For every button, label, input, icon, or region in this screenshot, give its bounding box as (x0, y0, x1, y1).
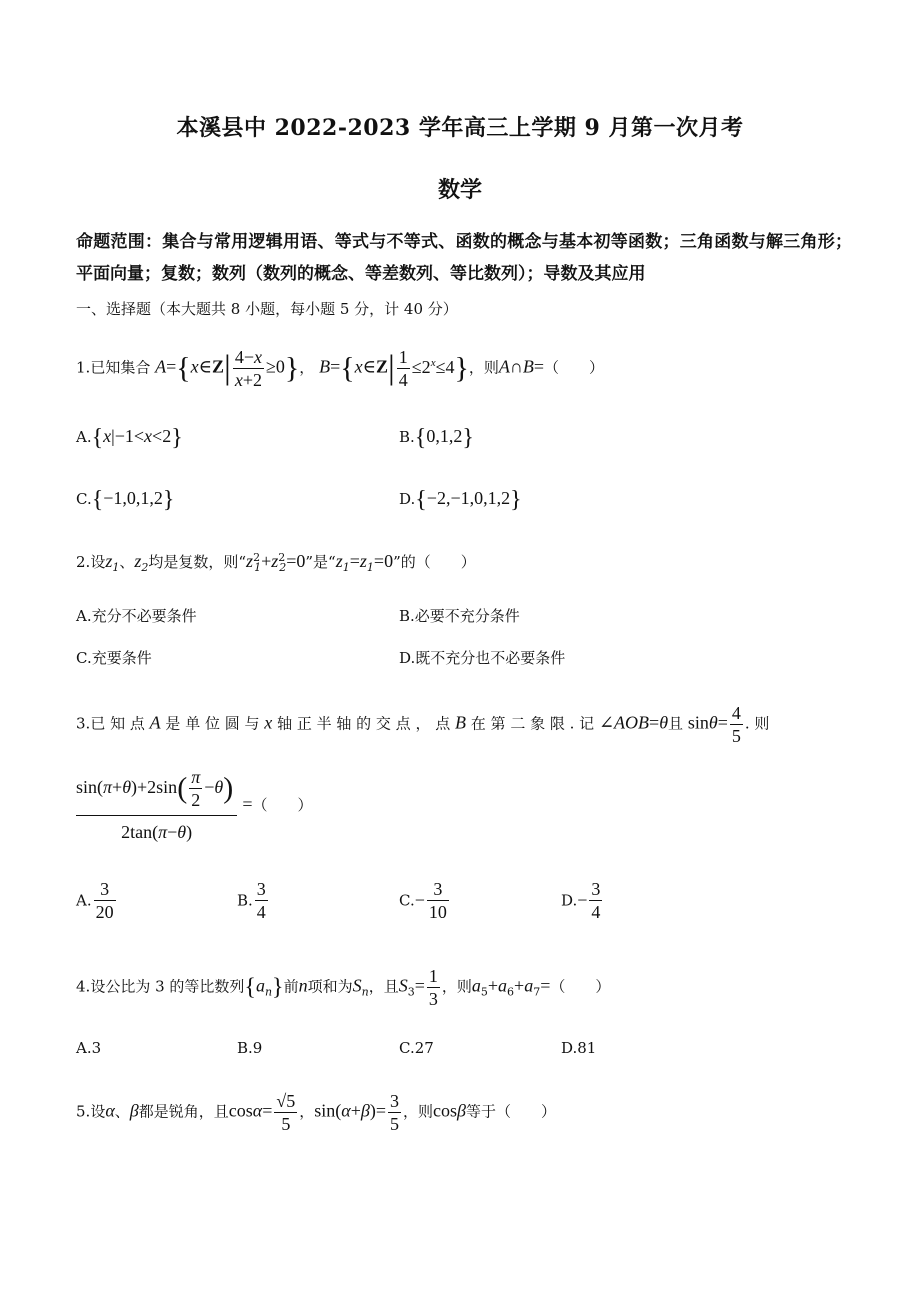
exam-title: 本溪县中 2022-2023 学年高三上学期 9 月第一次月考 (176, 115, 744, 141)
option-1c: C.{−1,0,1,2} (76, 487, 175, 513)
section-heading: 一、选择题（本大题共 8 小题，每小题 5 分，计 40 分） (76, 300, 458, 318)
option-4d: D.81 (561, 1039, 597, 1057)
option-3c: C.− $\frac{3}{10}$ (399, 879, 447, 922)
question-1: 1.已知集合 A={x∈Z| $\frac{4-x}{x+2}$ ≥0}， B={x∈Z| $\frac{1}{4}$ $\le 2^x\le 4$}，则A∩B=（ ） (76, 347, 605, 390)
fraction: $\frac{4-x}{x+2}$ (234, 347, 262, 390)
option-2a: A.充分不必要条件 (76, 607, 197, 625)
exam-scope: 命题范围：集合与常用逻辑用语、等式与不等式、函数的概念与基本初等函数；三角函数与解三角形；平面向量；复数；数列（数列的概念、等差数列、等比数列）；导数及其应用 (76, 232, 852, 284)
question-number: 1. (76, 358, 91, 377)
question-text: 已知集合 (90, 358, 151, 377)
math-expression: A (155, 356, 167, 377)
option-4c: C.27 (399, 1039, 434, 1057)
answer-blank: （ ） (252, 796, 313, 814)
question-text: ， (299, 358, 315, 377)
question-3: 3.已 知 点 A 是 单 位 圆 与 x 轴 正 半 轴 的 交 点 ， 点 B 在 第 二 象 限 . 记 ∠AOB=θ且 sinθ= $\frac{4}{5}$ . 则 (76, 703, 770, 746)
answer-blank: （ ） (544, 358, 605, 377)
question-number: 5. (76, 1102, 91, 1121)
question-3-expression: sin(π+θ)+2sin( $\frac{\pi}{2}$ −θ) 2tan(π−θ) =（ ） (76, 767, 313, 842)
option-4b: B.9 (237, 1039, 263, 1057)
question-number: 2. (76, 553, 91, 571)
option-1a: A.{x|−1<x<2} (76, 425, 183, 451)
option-4a: A.3 (76, 1039, 102, 1057)
question-text: ，则 (468, 358, 499, 377)
question-text: 设 (90, 553, 106, 571)
fraction: $\frac{1}{4}$ (398, 347, 408, 390)
fraction: $\frac{4}{5}$ (731, 703, 741, 746)
question-2: 2.设$z_1$、$z_2$均是复数，则“$z^2_1+z^2_2=0$”是“$z_1=z_1=0$”的（ ） (76, 551, 476, 574)
option-2c: C.充要条件 (76, 649, 152, 667)
exam-subject: 数学 (437, 177, 482, 203)
question-5: 5.设α、β都是锐角，且cosα= $\frac{√5}{5}$ ，sin(α+β)= $\frac{3}{5}$ ，则cosβ等于（ ） (76, 1091, 557, 1134)
question-number: 4. (76, 977, 91, 996)
question-4: 4.设公比为 3 的等比数列$\{a_n\}$前n项和为$S_n$，且$S_3=$ $\frac{1}{3}$ ，则$a_5+a_6+a_7=$（ ） (76, 966, 611, 1009)
option-1b: B.{0,1,2} (399, 425, 474, 451)
question-number: 3. (76, 714, 91, 733)
option-3d: D.− $\frac{3}{4}$ (561, 879, 601, 922)
option-2d: D.既不充分也不必要条件 (399, 649, 566, 667)
option-3a: A. $\frac{3}{20}$ (76, 879, 114, 922)
option-1d: D.{−2,−1,0,1,2} (399, 487, 522, 513)
option-3b: B. $\frac{3}{4}$ (237, 879, 266, 922)
option-2b: B.必要不充分条件 (399, 607, 520, 625)
